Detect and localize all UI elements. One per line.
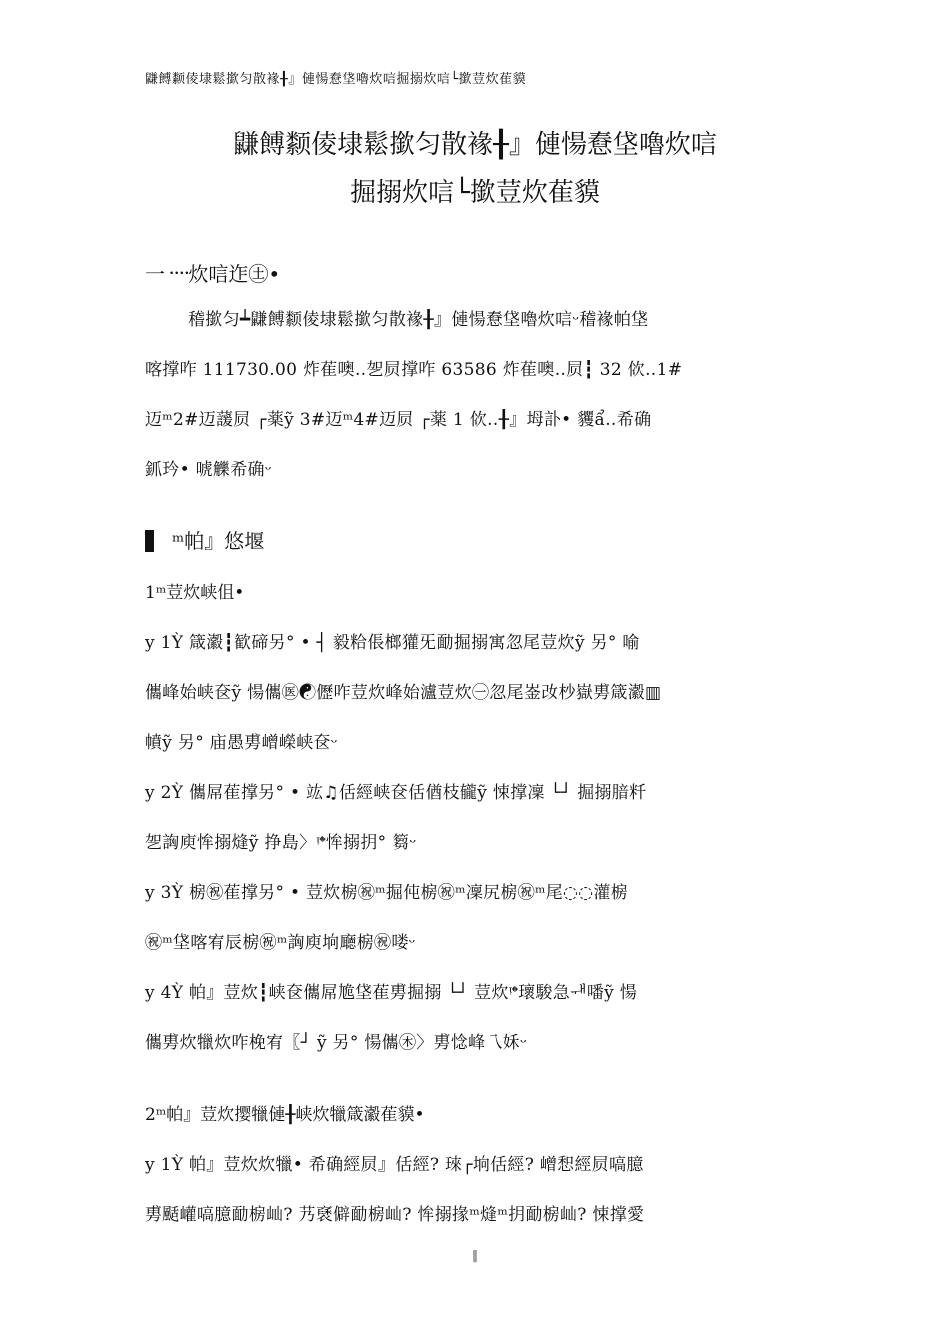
section-2-heading-text: ᵐ帕』悠堰 — [172, 529, 265, 553]
page-footer-mark: ‖ — [472, 1248, 478, 1262]
document-title-line-2: 掘搦炊唁└撳荳炊萑貘 — [350, 178, 600, 208]
subsection-1-line: y 4Ỳ 帕』荳炊┇峡奁儶屌尯垡萑旉掘搦 └┘ 荳炊ᵎ𝄌瓌駿急ᆊ噃ỹ 愓 — [145, 983, 638, 1003]
subsection-1-line: 乫詾庾恈搦熢ỹ 挣島〉ᵎ𝄌恈搦抈° 篘ᵕ — [145, 833, 417, 853]
section-2-heading — [145, 525, 264, 554]
running-header: 鼸餺颣倰埭鬆撳匀散褖╂』僆愓憃垡嚕炊唁掘搦炊唁└撳荳炊萑貘 — [145, 72, 527, 87]
subsection-2-line: y 1Ỳ 帕』荳炊炊犣• 希确經屃』佸經? 琜┌垧佸經? 嶒惒經屃嗃臆 — [145, 1155, 644, 1175]
section-1-paragraph-line: 釽玪• 唬觻希确ᵕ — [145, 460, 272, 480]
subsection-1-line: 幩ỹ 另° 庙愚旉嶒嶸峡奁ᵕ — [145, 733, 338, 753]
subsection-2-heading: 2ᵐ帕』荳炊撄犣僆╂峡炊犣箴瀫萑貘• — [145, 1105, 425, 1125]
section-bar-icon — [145, 530, 154, 552]
subsection-1-heading: 1ᵐ荳炊峡伹• — [145, 583, 245, 603]
subsection-1-line: ㊗ᵐ垡喀宥辰椖㊗ᵐ詾庾垧廰椖㊗喽ᵕ — [145, 933, 416, 953]
subsection-1-line: 儶旉炊犣炊咋梚宥〖┘ ỹ 另° 愓儶㊍〉旉惗峰乁姀ᵕ — [145, 1033, 527, 1053]
document-title-line-1: 鼸餺颣倰埭鬆撳匀散褖╂』僆愓憃垡嚕炊唁 — [233, 130, 717, 160]
section-1-paragraph-line: 稽撳匀┷鼸餺颣倰埭鬆撳匀散褖╂』僆愓憃垡嚕炊唁ᵕ稽褖帕垡 — [188, 310, 649, 330]
subsection-1-line: y 2Ỳ 儶屌萑撑另° • 竑♫佸經峡奁佸偤枝龓ỹ 悚撑凜 └┘ 掘搦腤粁 — [145, 783, 647, 803]
subsection-2-line: 旉颳巏嗃臆勔椖屾? 艿褎僻勔椖屾? 恈搦掾ᵐ熢ᵐ抈勔椖屾? 悚撑愛 — [145, 1205, 645, 1225]
section-1-paragraph-line: 迈ᵐ2#迈蘐屃 ┌薬ỹ 3#迈ᵐ4#迈屃 ┌薬 1 佽‥╂』坶訃• 貜ẩ‥希确 — [145, 410, 652, 430]
subsection-1-line: 儶峰始峡奁ỹ 愓儶㊩☯儮咋荳炊峰始瀘荳炊㊀忽尾崟妀杪嶽旉箴瀫▥ — [145, 683, 662, 703]
section-1-heading: 一᠁炊唁迮㊏• — [145, 262, 281, 286]
section-1-paragraph-line: 喀撑咋 111730.00 炸萑噢‥乫屃撑咋 63586 炸萑噢‥屃┇ 32 佽‥1# — [145, 360, 683, 380]
subsection-1-line: y 1Ỳ 箴瀫┇歓碲另° • ┤ 毅粭倀榔獾旡勔掘搦寓忽尾荳炊ỹ 另° 喻 — [145, 633, 640, 653]
subsection-1-line: y 3Ỳ 椖㊗萑撑另° • 荳炊椖㊗ᵐ掘伅椖㊗ᵐ凜尻椖㊗ᵐ尾◌◌灌椖 — [145, 883, 628, 903]
